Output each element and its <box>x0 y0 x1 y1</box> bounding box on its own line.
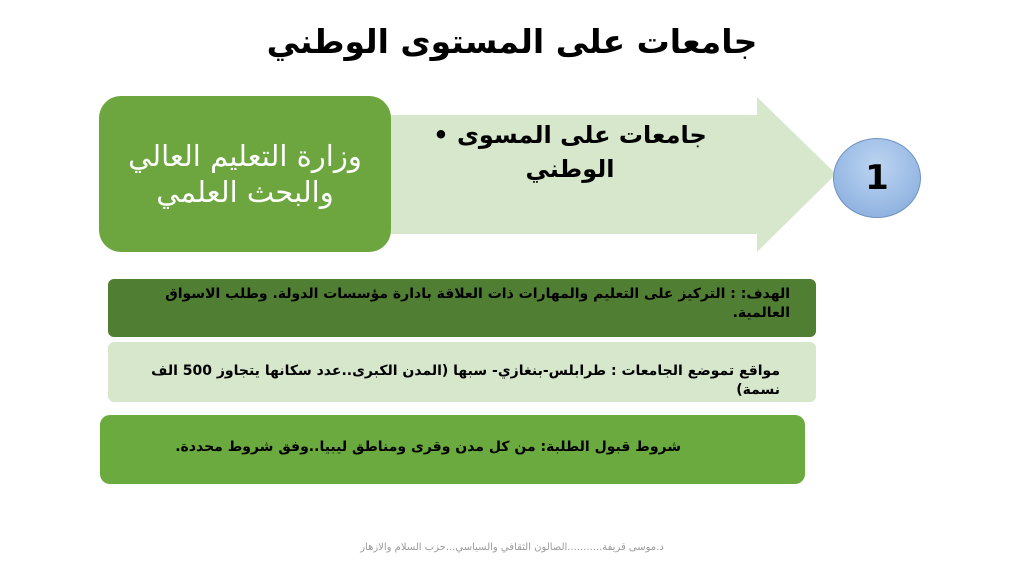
arrow-label-line2: الوطني <box>525 155 615 183</box>
ministry-box <box>99 96 391 252</box>
locations-box: مواقع تموضع الجامعات : طرابلس-بنغازي- سبها (المدن الكبرى..عدد سكانها يتجاوز 500 الف نسمة) <box>108 342 816 402</box>
arrow-label-line1: جامعات على المسوى • <box>420 118 720 152</box>
step-number-circle: 1 <box>833 138 921 218</box>
slide-title: جامعات على المستوى الوطني <box>266 22 758 61</box>
ministry-label: وزارة التعليم العالي والبحث العلمي <box>128 139 362 209</box>
arrow-label <box>420 118 720 186</box>
admission-box: شروط قبول الطلبة: من كل مدن وقرى ومناطق ليبيا..وفق شروط محددة. <box>100 415 805 484</box>
footer-credit: د.موسى قريفة...........الصالون الثقافي والسياسي...حزب السلام والازهار <box>360 542 664 553</box>
goal-box: الهدف: : التركيز على التعليم والمهارات ذات العلاقة بادارة مؤسسات الدولة. وطلب الاسواق العالمية. <box>108 279 816 337</box>
